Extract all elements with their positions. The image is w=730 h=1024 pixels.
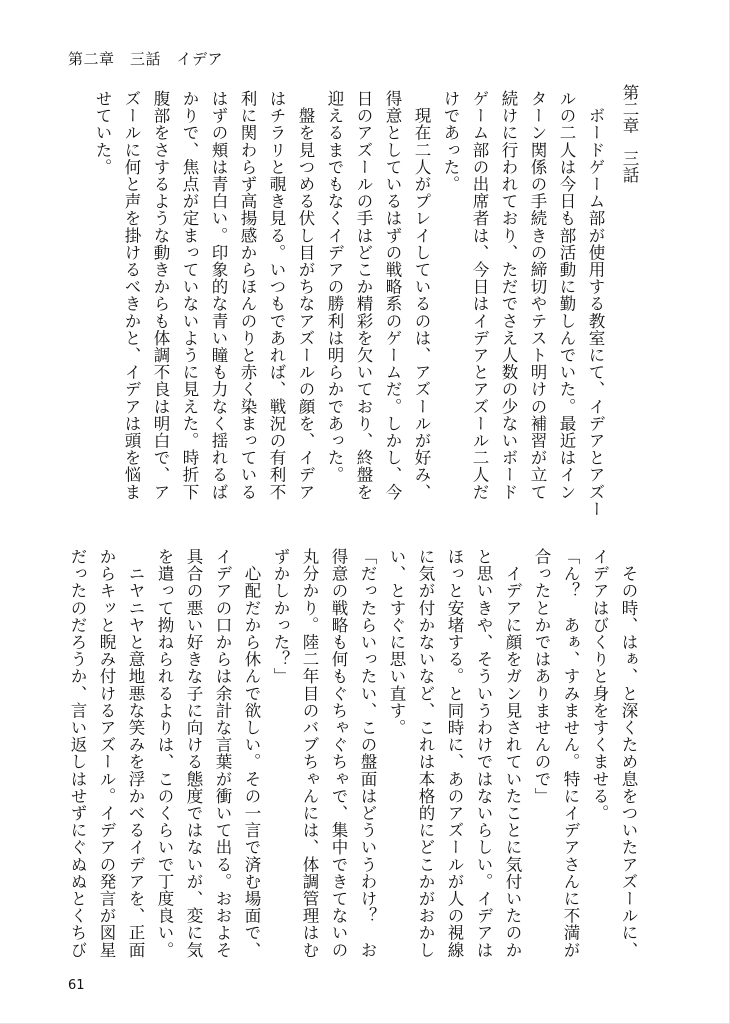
text-line: 日のアズールの手はどこか精彩を欠いており、終盤を bbox=[354, 90, 373, 501]
text-line: 続けに行われており、ただでさえ人数の少ないボード bbox=[499, 90, 518, 501]
text-line: せていた。 bbox=[93, 90, 112, 176]
text-line: 「だったらいったい、この盤面はどういうわけ？ お bbox=[358, 548, 377, 959]
text-line: 腹部をさするような動きからも体調不良は明白で、ア bbox=[151, 90, 170, 501]
text-line: かりで、焦点が定まっていないように見えた。時折下 bbox=[180, 90, 199, 501]
text-line: ルの二人は今日も部活動に勤しんでいた。最近はイン bbox=[557, 90, 576, 501]
text-line: 迎えるまでもなくイデアの勝利は明らかであった。 bbox=[325, 90, 344, 484]
text-line: 利に関わらず高揚感からほんのりと赤く染まっている bbox=[238, 90, 257, 501]
text-line: ボードゲーム部が使用する教室にて、イデアとアズー bbox=[586, 90, 605, 518]
text-line: イデアの口からは余計な言葉が衝いて出る。おおよそ bbox=[213, 548, 232, 959]
upper-text-block bbox=[88, 90, 610, 518]
text-line: 丸分かり。陸二年目のバブちゃんには、体調管理はむ bbox=[300, 548, 319, 959]
page-number: 61 bbox=[68, 978, 85, 993]
text-line: その時、はぁ、と深くため息をついたアズールに、 bbox=[619, 548, 638, 959]
text-line: けであった。 bbox=[441, 90, 460, 193]
text-line: 得意としているはずの戦略系のゲームだ。しかし、今 bbox=[383, 90, 402, 501]
running-header: 第二章 三話 イデア bbox=[68, 50, 224, 68]
text-line: を遣って拗ねられるよりは、このくらいで丁度良い。 bbox=[155, 548, 174, 959]
text-line: い、とすぐに思い直す。 bbox=[387, 548, 406, 737]
text-line: 現在二人がプレイしているのは、アズールが好み、 bbox=[412, 90, 431, 501]
text-line: ズールに何と声を掛けるべきかと、イデアは頭を悩ま bbox=[122, 90, 141, 501]
text-line: ゲーム部の出席者は、今日はイデアとアズール二人だ bbox=[470, 90, 489, 501]
text-line: ニヤニヤと意地悪な笑みを浮かべるイデアを、正面 bbox=[126, 548, 145, 959]
text-line: ずかしかった？」 bbox=[271, 548, 290, 685]
chapter-heading: 第二章 三話 bbox=[620, 84, 639, 183]
text-line: 具合の悪い好きな子に向ける態度ではないが、変に気 bbox=[184, 548, 203, 959]
text-line: と思いきや、そういうわけではないらしい。イデアは bbox=[474, 548, 493, 959]
text-line: はチラリと覗き見る。いつもであれば、戦況の有利不 bbox=[267, 90, 286, 501]
text-line: イデアはびくりと身をすくませる。 bbox=[590, 548, 609, 822]
text-line: 心配だから休んで欲しい。その一言で済む場面で、 bbox=[242, 548, 261, 959]
text-line: ほっと安堵する。と同時に、あのアズールが人の視線 bbox=[445, 548, 464, 959]
lower-text-block bbox=[63, 548, 643, 958]
text-line: はずの頬は青白い。印象的な青い瞳も力なく揺れるば bbox=[209, 90, 228, 501]
text-line: 合ったとかではありませんので」 bbox=[532, 548, 551, 805]
text-line: 「ん？ あぁ、すみません。特にイデアさんに不満が bbox=[561, 548, 580, 959]
text-line: に気が付かないなど、これは本格的にどこかがおかし bbox=[416, 548, 435, 959]
text-line: だったのだろうか、言い返しはせずにぐぬぬとくちび bbox=[68, 548, 87, 959]
text-line: からキッと睨み付けるアズール。イデアの発言が図星 bbox=[97, 548, 116, 959]
text-line: イデアに顔をガン見されていたことに気付いたのか bbox=[503, 548, 522, 959]
text-line: 得意の戦略も何もぐちゃぐちゃで、集中できてないの bbox=[329, 548, 348, 959]
text-line: 盤を見つめる伏し目がちなアズールの顔を、イデア bbox=[296, 90, 315, 501]
text-line: ターン関係の手続きの締切やテスト明けの補習が立て bbox=[528, 90, 547, 501]
